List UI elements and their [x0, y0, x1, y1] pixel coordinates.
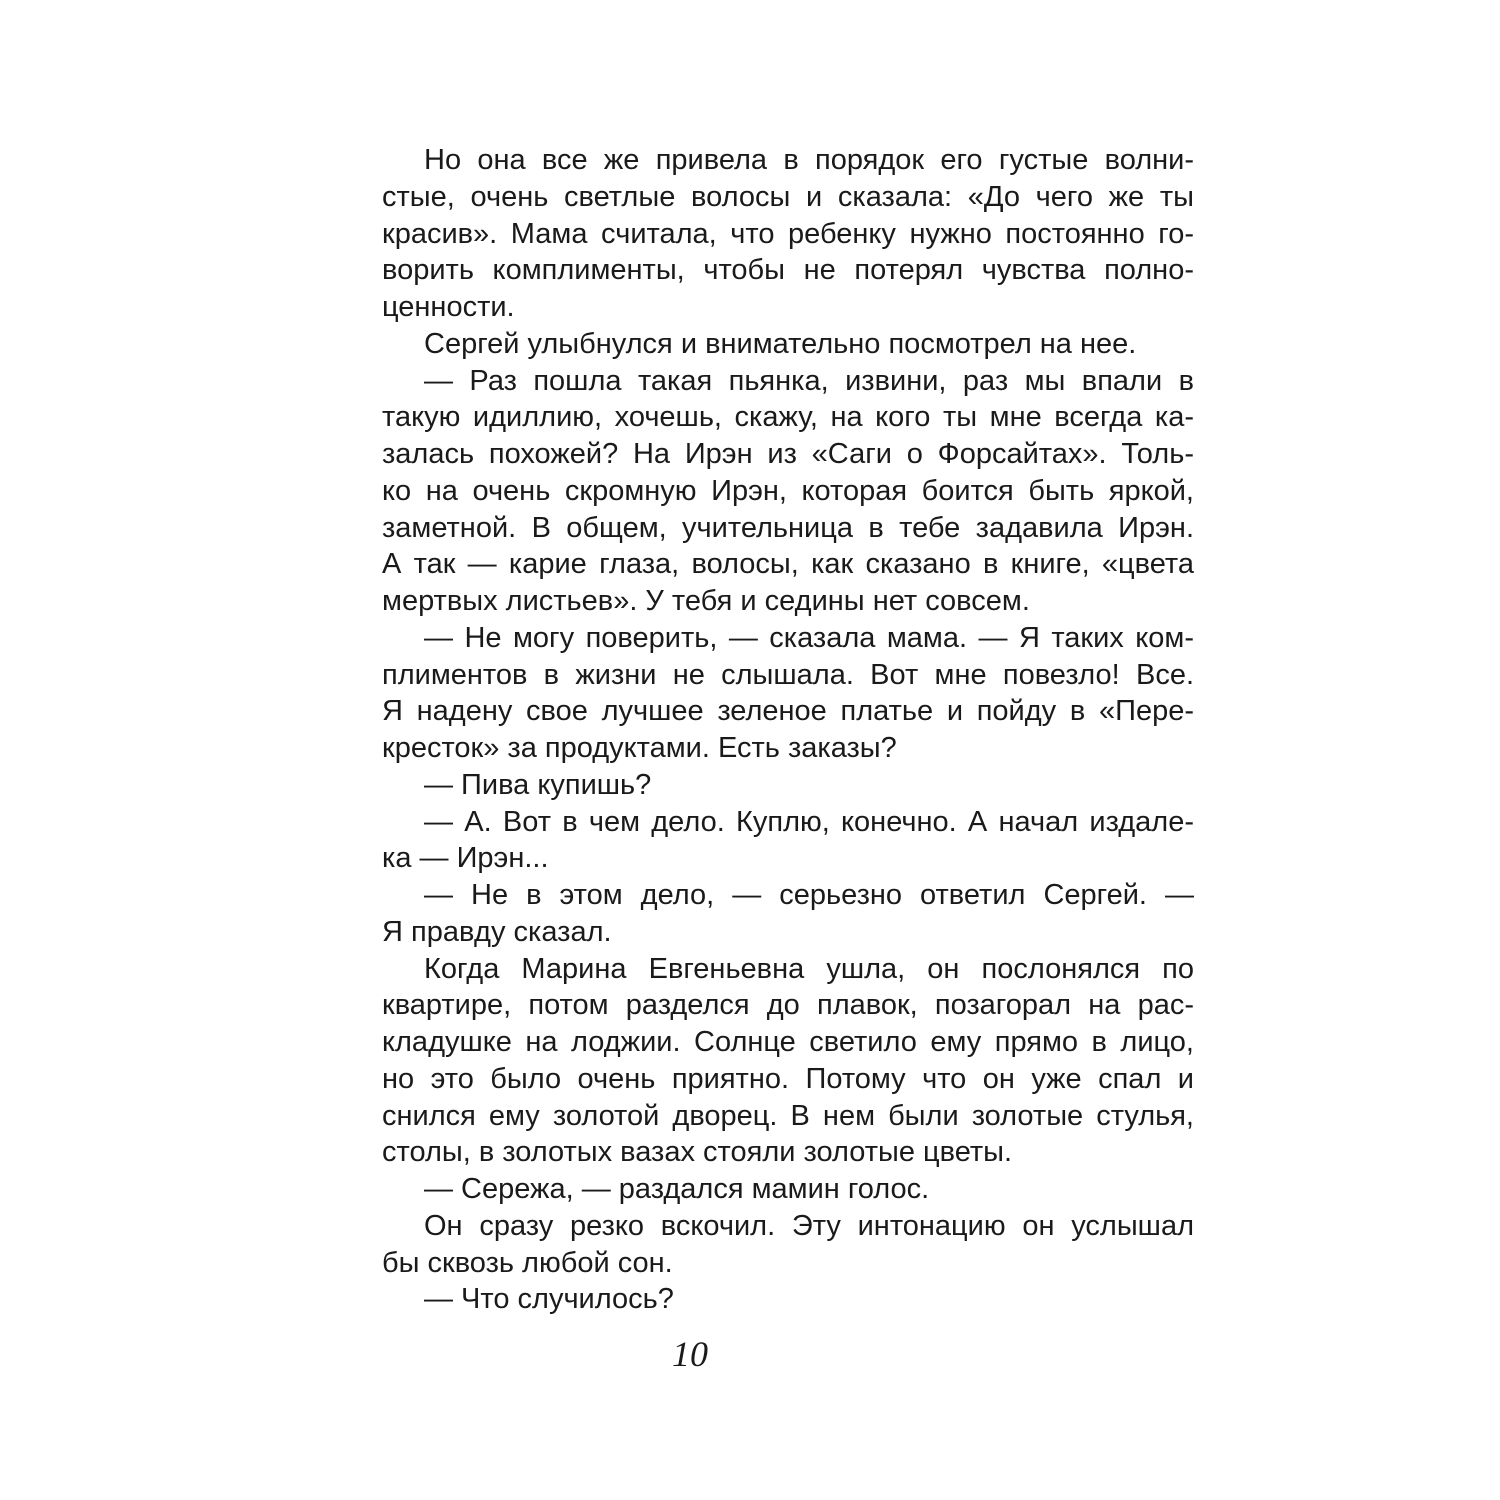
text-line: — Не в этом дело, — серьезно ответил Сергей. —	[424, 879, 1194, 911]
text-line: А так — карие глаза, волосы, как сказано в книге, «цвета	[382, 548, 1194, 581]
text-line: — Что случилось?	[424, 1283, 674, 1316]
text-line: — Не могу поверить, — сказала мама. — Я таких ком-	[424, 621, 1194, 654]
text-line: ка — Ирэн...	[382, 842, 549, 875]
text-line: снился ему золотой дворец. В нем были золотые стулья,	[382, 1099, 1194, 1132]
text-line: Он сразу резко вскочил. Эту интонацию он услышал	[424, 1209, 1194, 1242]
text-line: но это было очень приятно. Потому что он уже спал и	[382, 1062, 1194, 1095]
text-line: столы, в золотых вазах стояли золотые цветы.	[382, 1136, 1013, 1169]
text-line: красив». Мама считала, что ребенку нужно постоянно го-	[382, 217, 1194, 250]
page-number: 10	[672, 1334, 708, 1374]
text-line: Но она все же привела в порядок его густые волни-	[424, 144, 1194, 176]
text-line: мертвых листьев». У тебя и седины нет совсем.	[382, 585, 1030, 617]
text-line: кладушке на лоджии. Солнце светило ему прямо в лицо,	[382, 1026, 1194, 1058]
text-line: ко на очень скромную Ирэн, которая боится быть яркой,	[382, 474, 1194, 507]
text-line: — Сережа, — раздался мамин голос.	[424, 1173, 930, 1205]
text-line: залась похожей? На Ирэн из «Саги о Форсайтах». Толь-	[382, 438, 1194, 470]
text-line: Я надену свое лучшее зеленое платье и пойду в «Пере-	[382, 695, 1194, 728]
text-line: — Пива купишь?	[424, 768, 652, 801]
text-line: ворить комплименты, чтобы не потерял чувства полно-	[382, 254, 1194, 287]
text-line: такую идиллию, хочешь, скажу, на кого ты мне всегда ка-	[382, 401, 1194, 434]
body-text	[382, 142, 1194, 1318]
text-line: заметной. В общем, учительница в тебе задавила Ирэн.	[382, 511, 1194, 544]
text-line: квартире, потом разделся до плавок, позагорал на рас-	[382, 989, 1194, 1022]
text-line: ценности.	[382, 291, 515, 323]
text-line: — Раз пошла такая пьянка, извини, раз мы впали в	[424, 364, 1194, 397]
text-line: кресток» за продуктами. Есть заказы?	[382, 732, 897, 764]
text-line: Сергей улыбнулся и внимательно посмотрел на нее.	[424, 327, 1137, 360]
text-line: — А. Вот в чем дело. Куплю, конечно. А начал издале-	[424, 805, 1194, 838]
text-line: Я правду сказал.	[382, 915, 612, 948]
text-line: стые, очень светлые волосы и сказала: «До чего же ты	[382, 180, 1194, 213]
text-line: бы сквозь любой сон.	[382, 1246, 673, 1279]
text-line: плиментов в жизни не слышала. Вот мне повезло! Все.	[382, 658, 1194, 691]
text-line: Когда Марина Евгеньевна ушла, он послонялся по	[424, 952, 1194, 985]
